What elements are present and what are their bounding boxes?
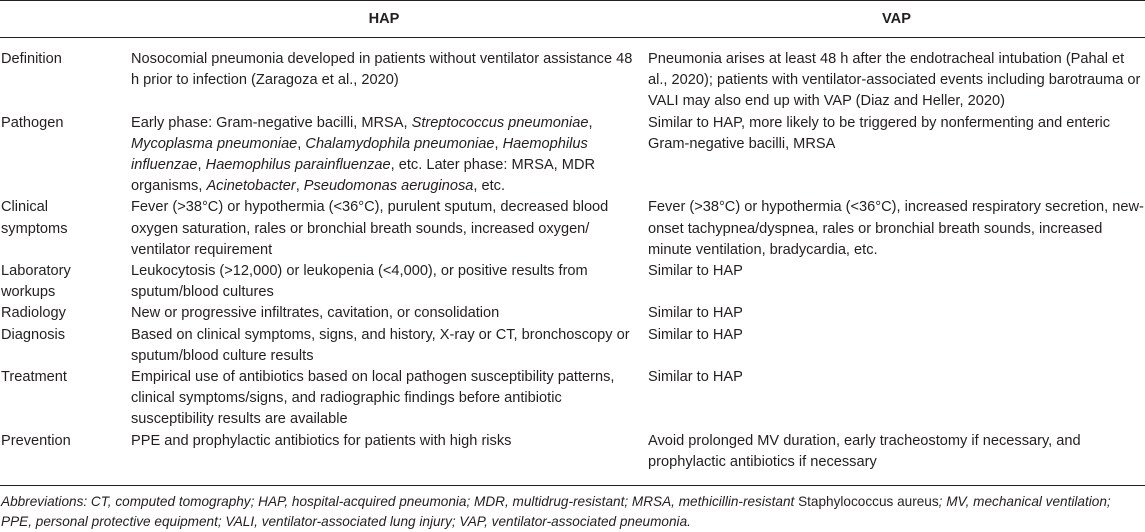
row-label: Clinical symptoms [1, 199, 68, 237]
vap-cell [648, 431, 1145, 473]
hap-cell [131, 113, 648, 198]
cell-text: , etc. Later phase: MRSA, MDR organisms, [131, 157, 596, 195]
cell-text: Nosocomial pneumonia developed in patients without ventilator assistance 48 h prior to infection (Zaragoza et al., 2020) [131, 51, 633, 89]
vap-cell [648, 367, 1145, 431]
table-row [0, 113, 1145, 198]
cell-text: Fever (>38°C) or hypothermia (<36°C), purulent sputum, decreased blood oxygen saturation, rales or bronchial breath sounds, increased oxygen/ ventilator requirement [131, 199, 609, 258]
cell-text: Empirical use of antibiotics based on local pathogen susceptibility patterns, clinical symptoms/signs, and radiographic findings before antibiotic susceptibility results are available [131, 369, 615, 428]
cell-text: Similar to HAP [648, 305, 743, 322]
hap-cell [131, 431, 648, 473]
vap-cell [648, 113, 1145, 198]
cell-text: , [588, 114, 593, 131]
table-body [0, 49, 1145, 473]
table-row [0, 197, 1145, 261]
hap-cell [131, 367, 648, 431]
cell-text: Leukocytosis (>12,000) or leukopenia (<4,000), or positive results from sputum/blood cultures [131, 263, 588, 301]
organism-name: Haemophilus parainfluenzae [205, 157, 391, 174]
row-label: Treatment [1, 369, 67, 386]
cell-text: Similar to HAP [648, 326, 743, 343]
hap-cell [131, 325, 648, 367]
cell-text: Fever (>38°C) or hypothermia (<36°C), increased respiratory secretion, new-onset tachypnea/dyspnea, rales or bronchial breath sounds, increased minute ventilation, bradycardia, etc. [648, 199, 1144, 258]
table-top-rule [0, 0, 1145, 1]
vap-cell [648, 303, 1145, 324]
row-label: Prevention [1, 432, 71, 449]
table-row [0, 261, 1145, 303]
cell-text: Early phase: Gram-negative bacilli, MRSA, [131, 114, 412, 131]
hap-cell [131, 261, 648, 303]
cell-text: Avoid prolonged MV duration, early tracheostomy if necessary, and prophylactic antibiotics if necessary [648, 432, 1081, 470]
organism-name: Mycoplasma pneumoniae [131, 135, 298, 152]
table-bottom-rule [0, 485, 1145, 486]
cell-text: , [297, 135, 306, 152]
table-row [0, 431, 1145, 473]
vap-cell [648, 325, 1145, 367]
table-row [0, 49, 1145, 113]
table-row [0, 325, 1145, 367]
cell-text: Similar to HAP, more likely to be triggered by nonfermenting and enteric Gram-negative bacilli, MRSA [648, 114, 1111, 152]
cell-text: Similar to HAP [648, 369, 743, 386]
column-header-hap: HAP [368, 11, 400, 27]
cell-text: Based on clinical symptoms, signs, and history, X-ray or CT, bronchoscopy or sputum/blood culture results [131, 326, 630, 364]
row-label: Pathogen [1, 114, 64, 131]
table-row [0, 303, 1145, 324]
footnote-text: Abbreviations: CT, computed tomography; HAP, hospital-acquired pneumonia; MDR, multidrug-resistant; MRSA, methicillin-resistant [1, 494, 799, 509]
organism-name: Chalamydophila pneumoniae [305, 135, 495, 152]
column-header-vap: VAP [882, 11, 911, 27]
hap-cell [131, 49, 648, 113]
hap-cell [131, 303, 648, 324]
table-header-rule [0, 37, 1145, 38]
cell-text: , etc. [473, 178, 506, 195]
vap-cell [648, 49, 1145, 113]
table-row [0, 367, 1145, 431]
cell-text: Pneumonia arises at least 48 h after the endotracheal intubation (Pahal et al., 2020); patients with ventilator-associated events including barotrauma or VALI may also end up with VAP (Diaz and Heller, 2020) [648, 51, 1141, 110]
organism-name: Staphylococcus aureus [798, 494, 939, 509]
cell-text: , [295, 178, 304, 195]
row-label: Laboratory workups [1, 263, 71, 301]
row-label: Definition [1, 51, 62, 67]
organism-name: Streptococcus pneumoniae [411, 114, 589, 131]
vap-cell [648, 197, 1145, 261]
cell-text: PPE and prophylactic antibiotics for patients with high risks [131, 432, 512, 449]
vap-cell [648, 261, 1145, 303]
cell-text: , [197, 157, 206, 174]
row-label: Radiology [1, 305, 66, 322]
row-label: Diagnosis [1, 326, 66, 343]
cell-text: Similar to HAP [648, 263, 743, 280]
footnote-text: ; MV, mechanical ventilation; PPE, personal protective equipment; VALI, ventilator-associated lung injury; VAP, ventilator-associated pneumonia. [1, 494, 1111, 529]
cell-text: , [494, 135, 503, 152]
table-footnote [1, 492, 1141, 532]
organism-name: Acinetobacter [206, 178, 296, 195]
hap-cell [131, 197, 648, 261]
organism-name: Pseudomonas aeruginosa [303, 178, 474, 195]
cell-text: New or progressive infiltrates, cavitation, or consolidation [131, 305, 500, 322]
organism-name: Haemophilus influenzae [131, 135, 588, 174]
